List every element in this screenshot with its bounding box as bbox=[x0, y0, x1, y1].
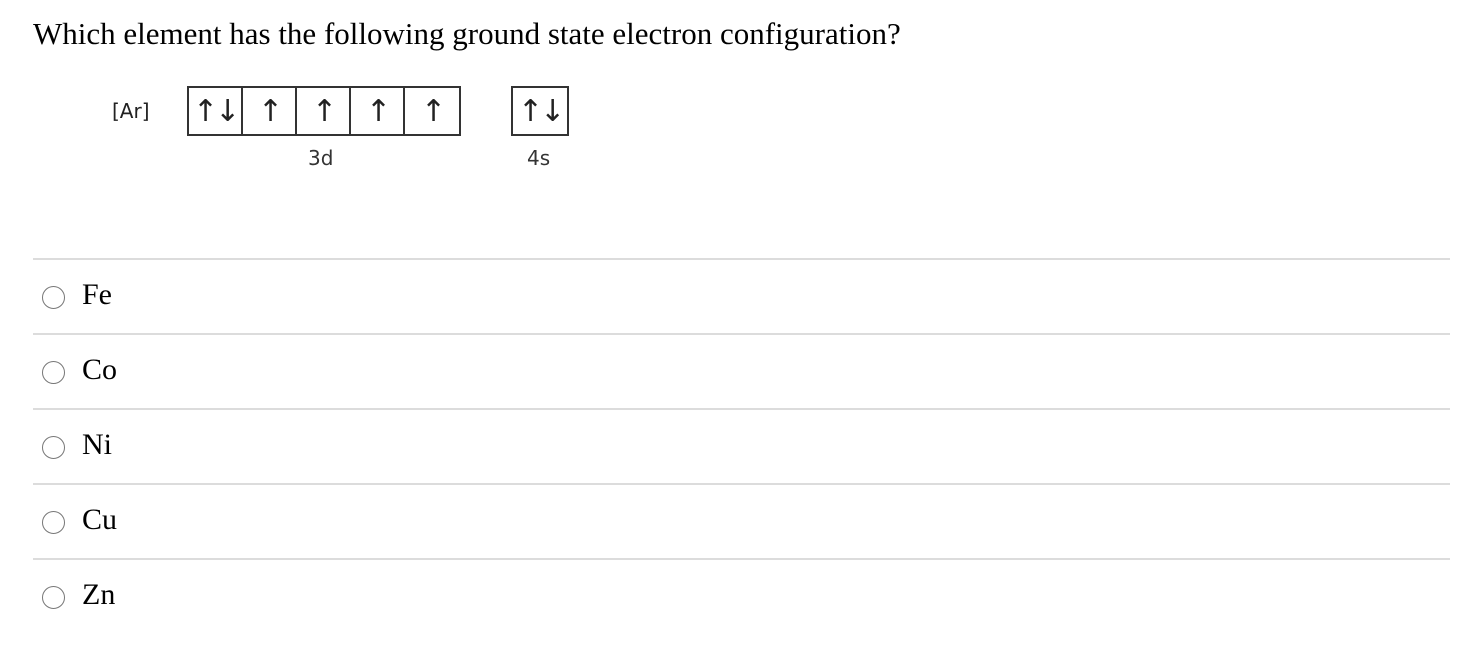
answer-option-zn[interactable] bbox=[33, 558, 1450, 633]
orbital-box: ↑↓ bbox=[517, 93, 563, 129]
question-text: Which element has the following ground state electron configuration? bbox=[33, 16, 901, 51]
orbital-group-3d bbox=[187, 86, 461, 136]
option-label: Ni bbox=[82, 428, 112, 461]
subshell-label-3d: 3d bbox=[308, 146, 334, 170]
orbital-diagram bbox=[0, 0, 1470, 230]
answer-option-cu[interactable] bbox=[33, 483, 1450, 558]
orbital-box: ↑ bbox=[420, 93, 444, 129]
orbital-box: ↑ bbox=[351, 88, 405, 134]
option-label: Co bbox=[82, 353, 118, 386]
option-label: Fe bbox=[82, 278, 112, 311]
option-label: Zn bbox=[82, 578, 116, 611]
radio-button[interactable] bbox=[42, 361, 65, 384]
answer-option-ni[interactable] bbox=[33, 408, 1450, 483]
orbital-box: ↑↓ bbox=[189, 88, 243, 134]
orbital-group-4s bbox=[511, 86, 569, 136]
orbital-box: ↑ bbox=[243, 88, 297, 134]
answer-option-co[interactable] bbox=[33, 333, 1450, 408]
radio-button[interactable] bbox=[42, 436, 65, 459]
subshell-label-4s: 4s bbox=[527, 146, 551, 170]
radio-button[interactable] bbox=[42, 511, 65, 534]
radio-button[interactable] bbox=[42, 286, 65, 309]
orbital-box: ↑ bbox=[297, 88, 351, 134]
answer-options bbox=[33, 258, 1450, 633]
answer-option-fe[interactable] bbox=[33, 258, 1450, 333]
option-label: Cu bbox=[82, 503, 118, 536]
core-notation: [Ar] bbox=[112, 99, 150, 123]
radio-button[interactable] bbox=[42, 586, 65, 609]
